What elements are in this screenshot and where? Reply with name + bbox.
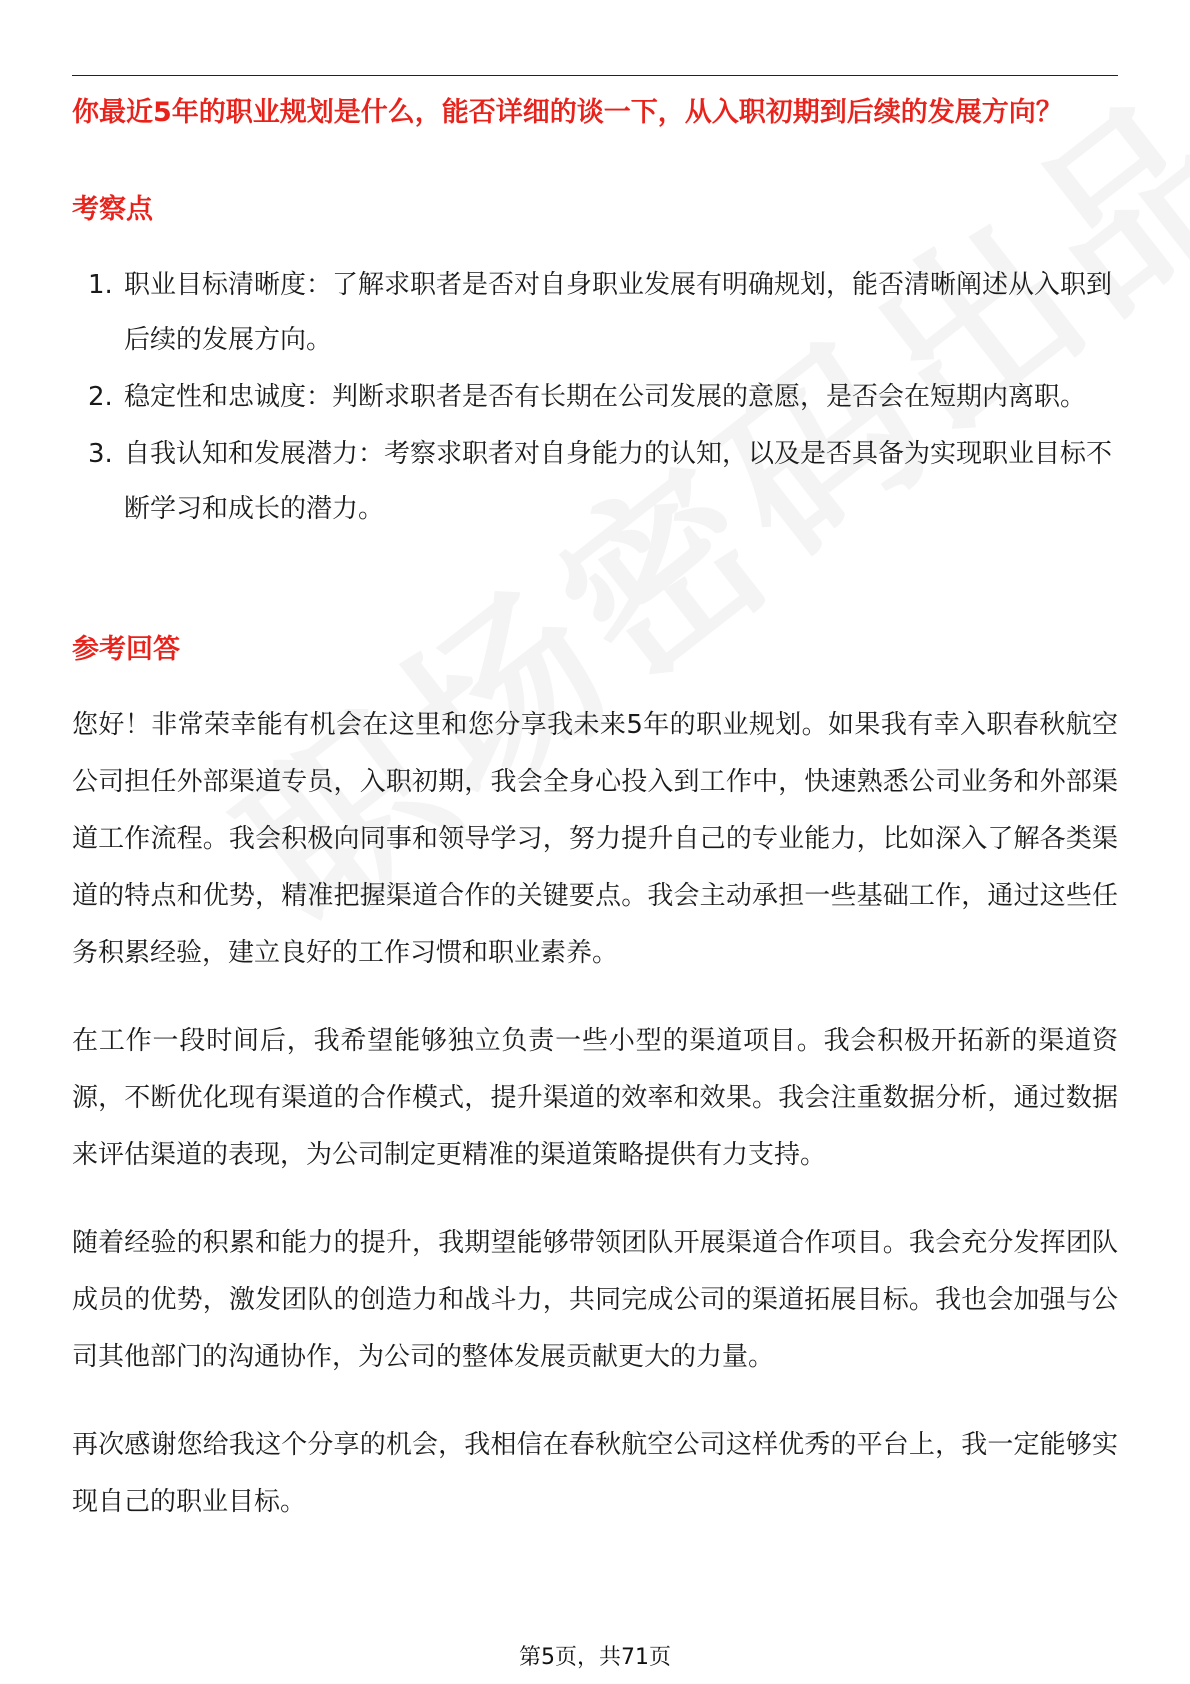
point-number: 3.: [88, 439, 113, 469]
point-item: [72, 427, 1118, 537]
point-text: 稳定性和忠诚度：判断求职者是否有长期在公司发展的意愿，是否会在短期内离职。: [124, 382, 1087, 412]
point-item: [72, 258, 1118, 368]
points-list: [72, 258, 1118, 539]
point-text: 职业目标清晰度：了解求职者是否对自身职业发展有明确规划，能否清晰阐述从入职到后续的发展方向。: [124, 270, 1113, 355]
answer-paragraph: 随着经验的积累和能力的提升，我期望能够带领团队开展渠道合作项目。我会充分发挥团队成员的优势，激发团队的创造力和战斗力，共同完成公司的渠道拓展目标。我也会加强与公司其他部门的沟通协作，为公司的整体发展贡献更大的力量。: [72, 1228, 1118, 1372]
point-text: 自我认知和发展潜力：考察求职者对自身能力的认知，以及是否具备为实现职业目标不断学习和成长的潜力。: [124, 439, 1113, 524]
answer-paragraph: 在工作一段时间后，我希望能够独立负责一些小型的渠道项目。我会积极开拓新的渠道资源，不断优化现有渠道的合作模式，提升渠道的效率和效果。我会注重数据分析，通过数据来评估渠道的表现，为公司制定更精准的渠道策略提供有力支持。: [72, 1026, 1118, 1170]
answer-section-title: 参考回答: [72, 634, 180, 665]
point-number: 2.: [88, 382, 113, 412]
points-section-title: 考察点: [72, 194, 153, 225]
answer-body: [72, 697, 1118, 1562]
answer-paragraph: 再次感谢您给我这个分享的机会，我相信在春秋航空公司这样优秀的平台上，我一定能够实现自己的职业目标。: [72, 1430, 1118, 1517]
question-heading: 你最近5年的职业规划是什么，能否详细的谈一下，从入职初期到后续的发展方向？: [72, 97, 1063, 128]
page-footer: 第5页，共71页: [519, 1645, 671, 1670]
point-number: 1.: [88, 270, 113, 300]
point-item: [72, 370, 1118, 425]
top-divider: [72, 75, 1118, 76]
answer-paragraph: 您好！非常荣幸能有机会在这里和您分享我未来5年的职业规划。如果我有幸入职春秋航空公司担任外部渠道专员，入职初期，我会全身心投入到工作中，快速熟悉公司业务和外部渠道工作流程。我会积极向同事和领导学习，努力提升自己的专业能力，比如深入了解各类渠道的特点和优势，精准把握渠道合作的关键要点。我会主动承担一些基础工作，通过这些任务积累经验，建立良好的工作习惯和职业素养。: [72, 710, 1118, 968]
